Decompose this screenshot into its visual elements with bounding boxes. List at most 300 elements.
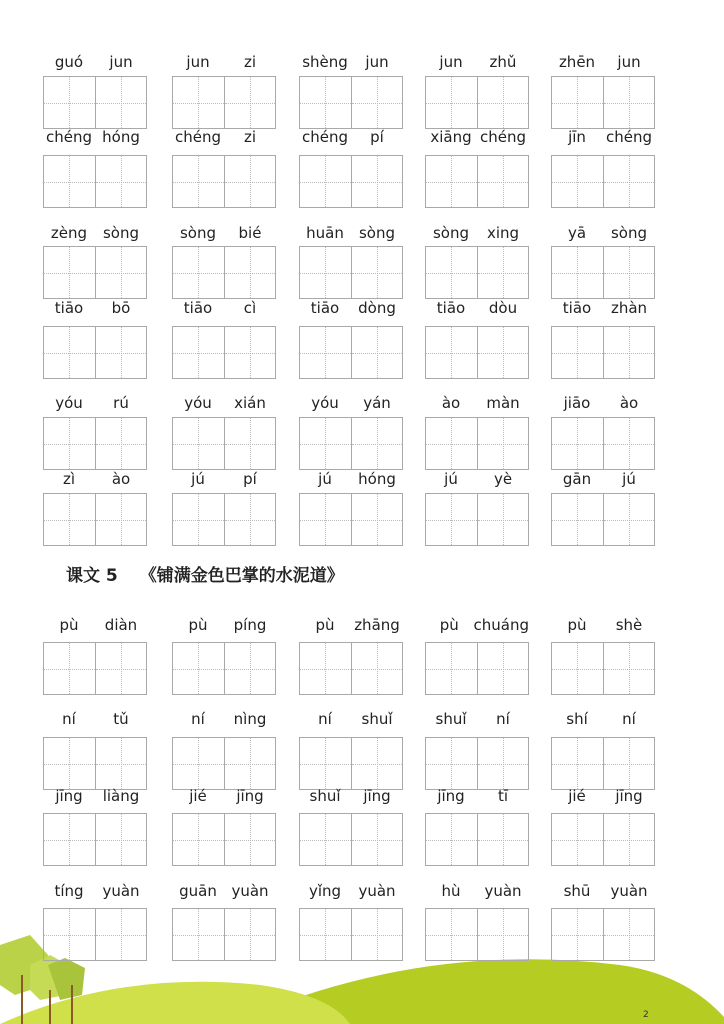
- writing-box-pair[interactable]: [551, 246, 655, 299]
- pinyin-label: [299, 882, 403, 902]
- pinyin-label: [425, 299, 529, 319]
- pinyin-syllable: yóu: [311, 394, 339, 412]
- pinyin-label: [172, 53, 276, 73]
- pinyin-syllable: tiāo: [54, 299, 84, 317]
- writing-cell[interactable]: [426, 814, 477, 865]
- pinyin-label: [551, 787, 655, 807]
- writing-cell[interactable]: [552, 738, 603, 789]
- pinyin-syllable: chéng: [479, 128, 526, 146]
- writing-box-pair[interactable]: [425, 908, 529, 961]
- writing-box-pair[interactable]: [172, 155, 276, 208]
- pinyin-label: [299, 616, 403, 636]
- writing-cell[interactable]: [224, 494, 276, 545]
- pinyin-syllable: pù: [315, 616, 335, 634]
- writing-cell[interactable]: [426, 247, 477, 298]
- writing-box-pair[interactable]: [43, 908, 147, 961]
- writing-cell[interactable]: [300, 643, 351, 694]
- pinyin-label: [299, 224, 403, 244]
- writing-cell[interactable]: [351, 909, 403, 960]
- writing-cell[interactable]: [95, 909, 147, 960]
- writing-cell[interactable]: [351, 814, 403, 865]
- writing-box-pair[interactable]: [43, 813, 147, 866]
- writing-box-pair[interactable]: [299, 246, 403, 299]
- writing-cell[interactable]: [351, 156, 403, 207]
- writing-cell[interactable]: [300, 738, 351, 789]
- pinyin-syllable: yuàn: [102, 882, 140, 900]
- writing-cell[interactable]: [552, 418, 603, 469]
- pinyin-syllable: jun: [186, 53, 210, 71]
- writing-cell[interactable]: [44, 418, 95, 469]
- writing-cell[interactable]: [173, 738, 224, 789]
- pinyin-syllable: ní: [496, 710, 510, 728]
- pinyin-syllable: jú: [318, 470, 332, 488]
- writing-cell[interactable]: [477, 909, 529, 960]
- writing-cell[interactable]: [603, 643, 655, 694]
- pinyin-syllable: hóng: [358, 470, 396, 488]
- pinyin-syllable: ní: [191, 710, 205, 728]
- writing-cell[interactable]: [552, 156, 603, 207]
- pinyin-syllable: zi: [243, 53, 257, 71]
- writing-cell[interactable]: [95, 327, 147, 378]
- pinyin-syllable: hù: [441, 882, 461, 900]
- writing-box-pair[interactable]: [425, 813, 529, 866]
- pinyin-syllable: huān: [306, 224, 344, 242]
- writing-box-pair[interactable]: [43, 737, 147, 790]
- writing-cell[interactable]: [173, 77, 224, 128]
- writing-cell[interactable]: [426, 418, 477, 469]
- pinyin-label: [172, 616, 276, 636]
- pinyin-label: [425, 224, 529, 244]
- pinyin-label: [551, 710, 655, 730]
- writing-box-pair[interactable]: [551, 76, 655, 129]
- writing-box-pair[interactable]: [425, 417, 529, 470]
- pinyin-syllable: jiāo: [563, 394, 591, 412]
- writing-cell[interactable]: [552, 77, 603, 128]
- pinyin-syllable: sòng: [432, 224, 470, 242]
- writing-cell[interactable]: [351, 418, 403, 469]
- writing-box-pair[interactable]: [425, 326, 529, 379]
- writing-cell[interactable]: [173, 909, 224, 960]
- writing-cell[interactable]: [300, 909, 351, 960]
- pinyin-syllable: ní: [62, 710, 76, 728]
- writing-cell[interactable]: [603, 909, 655, 960]
- pinyin-syllable: shè: [615, 616, 643, 634]
- pinyin-syllable: jīng: [236, 787, 264, 805]
- writing-box-pair[interactable]: [172, 246, 276, 299]
- pinyin-syllable: xiāng: [430, 128, 472, 146]
- pinyin-syllable: pù: [439, 616, 459, 634]
- writing-box-pair[interactable]: [425, 737, 529, 790]
- writing-cell[interactable]: [224, 814, 276, 865]
- pinyin-syllable: jú: [622, 470, 636, 488]
- writing-cell[interactable]: [224, 156, 276, 207]
- writing-box-pair[interactable]: [43, 246, 147, 299]
- writing-cell[interactable]: [44, 156, 95, 207]
- pinyin-label: [425, 787, 529, 807]
- writing-box-pair[interactable]: [43, 76, 147, 129]
- writing-cell[interactable]: [426, 909, 477, 960]
- pinyin-syllable: nìng: [233, 710, 267, 728]
- writing-cell[interactable]: [95, 494, 147, 545]
- pinyin-syllable: dòu: [488, 299, 518, 317]
- writing-cell[interactable]: [603, 77, 655, 128]
- pinyin-label: [551, 224, 655, 244]
- writing-box-pair[interactable]: [425, 155, 529, 208]
- pinyin-syllable: diàn: [104, 616, 138, 634]
- pinyin-syllable: jun: [617, 53, 641, 71]
- pinyin-label: [172, 787, 276, 807]
- writing-box-pair[interactable]: [43, 326, 147, 379]
- pinyin-syllable: shí: [566, 710, 588, 728]
- pinyin-syllable: jié: [189, 787, 207, 805]
- pinyin-syllable: jīn: [568, 128, 586, 146]
- writing-cell[interactable]: [603, 418, 655, 469]
- pinyin-syllable: bō: [111, 299, 131, 317]
- pinyin-syllable: pù: [59, 616, 79, 634]
- writing-cell[interactable]: [426, 643, 477, 694]
- writing-box-pair[interactable]: [551, 908, 655, 961]
- pinyin-label: [43, 616, 147, 636]
- pinyin-label: [299, 394, 403, 414]
- writing-box-pair[interactable]: [299, 908, 403, 961]
- writing-box-pair[interactable]: [172, 76, 276, 129]
- writing-cell[interactable]: [300, 814, 351, 865]
- writing-cell[interactable]: [44, 643, 95, 694]
- writing-cell[interactable]: [426, 738, 477, 789]
- pinyin-syllable: jīng: [55, 787, 83, 805]
- writing-box-pair[interactable]: [172, 813, 276, 866]
- writing-box-pair[interactable]: [551, 155, 655, 208]
- writing-cell[interactable]: [603, 247, 655, 298]
- writing-cell[interactable]: [477, 738, 529, 789]
- pinyin-label: [425, 128, 529, 148]
- pinyin-label: [551, 299, 655, 319]
- writing-box-pair[interactable]: [551, 417, 655, 470]
- writing-box-pair[interactable]: [299, 493, 403, 546]
- pinyin-syllable: zèng: [50, 224, 88, 242]
- writing-cell[interactable]: [300, 418, 351, 469]
- writing-cell[interactable]: [351, 327, 403, 378]
- writing-box-pair[interactable]: [299, 737, 403, 790]
- writing-cell[interactable]: [603, 327, 655, 378]
- writing-cell[interactable]: [224, 909, 276, 960]
- writing-box-pair[interactable]: [299, 155, 403, 208]
- pinyin-syllable: jú: [191, 470, 205, 488]
- writing-cell[interactable]: [95, 814, 147, 865]
- writing-cell[interactable]: [300, 77, 351, 128]
- writing-cell[interactable]: [173, 494, 224, 545]
- pinyin-label: [43, 394, 147, 414]
- writing-box-pair[interactable]: [425, 642, 529, 695]
- pinyin-syllable: jīng: [437, 787, 465, 805]
- pinyin-syllable: chéng: [45, 128, 92, 146]
- pinyin-syllable: chuáng: [473, 616, 529, 634]
- writing-cell[interactable]: [300, 494, 351, 545]
- pinyin-syllable: sòng: [358, 224, 396, 242]
- pinyin-syllable: zì: [62, 470, 76, 488]
- pinyin-label: [425, 616, 529, 636]
- writing-box-pair[interactable]: [172, 493, 276, 546]
- pinyin-syllable: bié: [238, 224, 262, 242]
- writing-cell[interactable]: [44, 327, 95, 378]
- writing-cell[interactable]: [300, 247, 351, 298]
- writing-cell[interactable]: [44, 738, 95, 789]
- writing-cell[interactable]: [477, 77, 529, 128]
- pinyin-syllable: shuǐ: [309, 787, 341, 805]
- pinyin-syllable: guó: [54, 53, 84, 71]
- pinyin-syllable: cì: [243, 299, 257, 317]
- pinyin-label: [43, 53, 147, 73]
- writing-cell[interactable]: [552, 494, 603, 545]
- pinyin-syllable: zhǔ: [489, 53, 517, 71]
- pinyin-label: [551, 470, 655, 490]
- pinyin-syllable: zhàn: [610, 299, 648, 317]
- pinyin-syllable: ní: [318, 710, 332, 728]
- pinyin-syllable: tī: [497, 787, 509, 805]
- pinyin-label: [43, 470, 147, 490]
- pinyin-label: [299, 710, 403, 730]
- pinyin-syllable: yǐng: [308, 882, 342, 900]
- writing-cell[interactable]: [224, 738, 276, 789]
- writing-cell[interactable]: [224, 643, 276, 694]
- writing-cell[interactable]: [95, 77, 147, 128]
- pinyin-syllable: yuàn: [358, 882, 396, 900]
- pinyin-syllable: pù: [567, 616, 587, 634]
- pinyin-label: [551, 882, 655, 902]
- pinyin-label: [43, 882, 147, 902]
- pinyin-syllable: pí: [243, 470, 257, 488]
- writing-box-pair[interactable]: [425, 246, 529, 299]
- writing-box-pair[interactable]: [43, 155, 147, 208]
- writing-cell[interactable]: [300, 156, 351, 207]
- pinyin-syllable: sòng: [610, 224, 648, 242]
- pinyin-label: [43, 299, 147, 319]
- pinyin-syllable: rú: [113, 394, 129, 412]
- writing-cell[interactable]: [44, 77, 95, 128]
- pinyin-syllable: jun: [365, 53, 389, 71]
- pinyin-syllable: zhāng: [354, 616, 400, 634]
- writing-cell[interactable]: [603, 156, 655, 207]
- writing-box-pair[interactable]: [299, 813, 403, 866]
- writing-cell[interactable]: [224, 77, 276, 128]
- writing-cell[interactable]: [95, 643, 147, 694]
- lesson-number: 课文 5: [66, 566, 118, 586]
- pinyin-syllable: sòng: [179, 224, 217, 242]
- writing-cell[interactable]: [44, 494, 95, 545]
- writing-cell[interactable]: [351, 77, 403, 128]
- pinyin-label: [172, 299, 276, 319]
- writing-box-pair[interactable]: [43, 642, 147, 695]
- pinyin-label: [299, 470, 403, 490]
- pinyin-label: [551, 394, 655, 414]
- writing-cell[interactable]: [426, 494, 477, 545]
- writing-box-pair[interactable]: [551, 493, 655, 546]
- writing-box-pair[interactable]: [43, 493, 147, 546]
- writing-box-pair[interactable]: [172, 737, 276, 790]
- pinyin-syllable: yán: [363, 394, 391, 412]
- writing-cell[interactable]: [552, 814, 603, 865]
- writing-cell[interactable]: [224, 418, 276, 469]
- writing-cell[interactable]: [351, 247, 403, 298]
- pinyin-syllable: ní: [622, 710, 636, 728]
- writing-cell[interactable]: [351, 643, 403, 694]
- writing-cell[interactable]: [44, 909, 95, 960]
- page-number: 2: [643, 1010, 649, 1020]
- pinyin-syllable: jīng: [363, 787, 391, 805]
- writing-cell[interactable]: [95, 418, 147, 469]
- pinyin-syllable: xián: [234, 394, 266, 412]
- pinyin-syllable: hóng: [102, 128, 140, 146]
- writing-cell[interactable]: [173, 643, 224, 694]
- pinyin-syllable: yóu: [55, 394, 83, 412]
- writing-cell[interactable]: [173, 327, 224, 378]
- lesson-title: 《铺满金色巴掌的水泥道》: [139, 566, 344, 586]
- writing-cell[interactable]: [95, 247, 147, 298]
- pinyin-syllable: màn: [486, 394, 520, 412]
- pinyin-label: [299, 299, 403, 319]
- writing-cell[interactable]: [224, 247, 276, 298]
- pinyin-syllable: chéng: [174, 128, 221, 146]
- writing-cell[interactable]: [173, 814, 224, 865]
- writing-cell[interactable]: [477, 494, 529, 545]
- writing-cell[interactable]: [95, 156, 147, 207]
- writing-cell[interactable]: [603, 738, 655, 789]
- pinyin-syllable: jīng: [615, 787, 643, 805]
- writing-box-pair[interactable]: [551, 737, 655, 790]
- writing-cell[interactable]: [477, 247, 529, 298]
- writing-box-pair[interactable]: [299, 76, 403, 129]
- pinyin-label: [172, 710, 276, 730]
- writing-cell[interactable]: [477, 418, 529, 469]
- pinyin-label: [43, 710, 147, 730]
- pinyin-syllable: ào: [441, 394, 461, 412]
- pinyin-syllable: tíng: [54, 882, 84, 900]
- writing-cell[interactable]: [44, 247, 95, 298]
- pinyin-label: [425, 710, 529, 730]
- writing-cell[interactable]: [477, 327, 529, 378]
- pinyin-label: [551, 128, 655, 148]
- writing-cell[interactable]: [426, 156, 477, 207]
- pinyin-label: [172, 128, 276, 148]
- writing-cell[interactable]: [224, 327, 276, 378]
- writing-cell[interactable]: [426, 77, 477, 128]
- pinyin-label: [551, 616, 655, 636]
- writing-cell[interactable]: [552, 909, 603, 960]
- pinyin-syllable: jú: [444, 470, 458, 488]
- writing-box-pair[interactable]: [551, 326, 655, 379]
- writing-box-pair[interactable]: [172, 417, 276, 470]
- pinyin-label: [299, 787, 403, 807]
- pinyin-syllable: chéng: [301, 128, 348, 146]
- writing-cell[interactable]: [552, 643, 603, 694]
- pinyin-label: [425, 882, 529, 902]
- pinyin-syllable: yuàn: [231, 882, 269, 900]
- writing-box-pair[interactable]: [551, 813, 655, 866]
- pinyin-label: [172, 882, 276, 902]
- writing-box-pair[interactable]: [172, 642, 276, 695]
- pinyin-syllable: shū: [563, 882, 591, 900]
- writing-box-pair[interactable]: [172, 326, 276, 379]
- writing-cell[interactable]: [552, 327, 603, 378]
- pinyin-syllable: jun: [439, 53, 463, 71]
- pinyin-syllable: pù: [188, 616, 208, 634]
- lesson-heading: [66, 561, 344, 586]
- pinyin-syllable: tiāo: [183, 299, 213, 317]
- pinyin-label: [172, 394, 276, 414]
- pinyin-syllable: liàng: [102, 787, 140, 805]
- writing-cell[interactable]: [173, 418, 224, 469]
- writing-cell[interactable]: [477, 814, 529, 865]
- writing-box-pair[interactable]: [425, 76, 529, 129]
- pinyin-syllable: guān: [179, 882, 217, 900]
- writing-box-pair[interactable]: [299, 642, 403, 695]
- pinyin-syllable: ào: [619, 394, 639, 412]
- pinyin-syllable: shuǐ: [435, 710, 467, 728]
- pinyin-syllable: jun: [109, 53, 133, 71]
- pinyin-syllable: tiāo: [436, 299, 466, 317]
- writing-cell[interactable]: [603, 494, 655, 545]
- pinyin-label: [425, 470, 529, 490]
- pinyin-syllable: sòng: [102, 224, 140, 242]
- pinyin-label: [299, 53, 403, 73]
- writing-box-pair[interactable]: [172, 908, 276, 961]
- writing-cell[interactable]: [477, 156, 529, 207]
- pinyin-label: [425, 394, 529, 414]
- pinyin-syllable: yè: [493, 470, 513, 488]
- writing-cell[interactable]: [173, 156, 224, 207]
- pinyin-label: [172, 470, 276, 490]
- pinyin-syllable: yóu: [184, 394, 212, 412]
- writing-cell[interactable]: [300, 327, 351, 378]
- pinyin-label: [43, 787, 147, 807]
- pinyin-syllable: jié: [568, 787, 586, 805]
- pinyin-syllable: xing: [486, 224, 520, 242]
- pinyin-syllable: tǔ: [113, 710, 129, 728]
- pinyin-syllable: yā: [567, 224, 587, 242]
- writing-cell[interactable]: [351, 494, 403, 545]
- pinyin-label: [299, 128, 403, 148]
- pinyin-syllable: tiāo: [310, 299, 340, 317]
- writing-cell[interactable]: [603, 814, 655, 865]
- pinyin-syllable: pí: [370, 128, 384, 146]
- pinyin-syllable: ào: [111, 470, 131, 488]
- writing-box-pair[interactable]: [551, 642, 655, 695]
- writing-cell[interactable]: [552, 247, 603, 298]
- writing-cell[interactable]: [426, 327, 477, 378]
- pinyin-syllable: dòng: [358, 299, 396, 317]
- writing-cell[interactable]: [351, 738, 403, 789]
- pinyin-syllable: yuàn: [484, 882, 522, 900]
- writing-box-pair[interactable]: [299, 417, 403, 470]
- pinyin-syllable: shèng: [302, 53, 348, 71]
- writing-cell[interactable]: [44, 814, 95, 865]
- pinyin-syllable: zhēn: [558, 53, 596, 71]
- pinyin-syllable: píng: [233, 616, 267, 634]
- writing-box-pair[interactable]: [43, 417, 147, 470]
- writing-cell[interactable]: [95, 738, 147, 789]
- writing-box-pair[interactable]: [425, 493, 529, 546]
- pinyin-syllable: shuǐ: [361, 710, 393, 728]
- writing-cell[interactable]: [173, 247, 224, 298]
- pinyin-label: [43, 224, 147, 244]
- writing-cell[interactable]: [477, 643, 529, 694]
- pinyin-label: [43, 128, 147, 148]
- pinyin-syllable: gān: [562, 470, 592, 488]
- pinyin-syllable: tiāo: [562, 299, 592, 317]
- pinyin-label: [172, 224, 276, 244]
- writing-box-pair[interactable]: [299, 326, 403, 379]
- pinyin-syllable: zi: [243, 128, 257, 146]
